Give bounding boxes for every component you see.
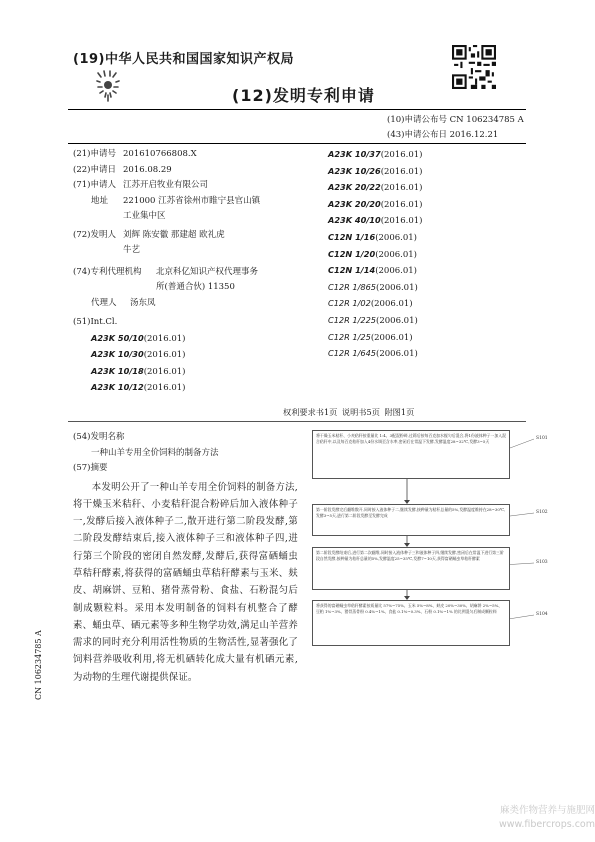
intcl-date: (2016.01) <box>380 183 423 194</box>
intcl-entry <box>328 346 423 363</box>
intcl-code: A23K 10/37 <box>328 149 381 159</box>
address-value: 221000 江苏省徐州市睢宁县官山镇 <box>123 195 261 206</box>
abstract-label: (57)摘要 <box>73 463 108 473</box>
publication-number: (10)申请公布号 CN 106234785 A <box>387 115 524 125</box>
filing-date-value: 2016.08.29 <box>123 164 172 175</box>
flow-step-number: S102 <box>536 510 548 515</box>
intcl-entry <box>328 213 423 230</box>
intcl-code: A23K 40/10 <box>328 215 381 226</box>
intcl-date: (2016.01) <box>380 199 423 210</box>
inventors-value: 刘辉 陈安徽 那建超 欧礼虎 <box>123 229 225 240</box>
intcl-date: (2006.01) <box>376 282 418 293</box>
intcl-date: (2006.01) <box>375 249 417 260</box>
intcl-date: (2006.01) <box>376 349 418 360</box>
intcl-entry <box>328 330 423 347</box>
intcl-entry <box>91 380 308 397</box>
intcl-date: (2016.01) <box>143 333 186 344</box>
intcl-entry <box>91 331 308 348</box>
intcl-entry <box>91 347 308 364</box>
intcl-entry <box>328 197 423 214</box>
inventors-row <box>73 228 308 244</box>
intcl-entry <box>328 296 423 313</box>
document-type: (12)发明专利申请 <box>232 86 375 105</box>
flow-step-number: S104 <box>536 612 548 617</box>
inventors-row-2 <box>73 243 308 259</box>
intcl-code: A23K 10/26 <box>328 165 381 176</box>
flow-step-number: S103 <box>536 560 548 565</box>
intcl-code: C12R 1/225 <box>328 314 377 325</box>
intcl-entry <box>328 230 423 247</box>
intcl-label: (51)Int.Cl. <box>73 317 118 327</box>
intcl-date: (2016.01) <box>143 366 186 377</box>
process-flowchart <box>306 420 546 720</box>
application-number-value: 201610766808.X <box>123 149 197 159</box>
side-publication-code: CN 106234785 A <box>34 630 43 700</box>
intcl-code: A23K 20/20 <box>328 198 381 209</box>
agent-value: 汤东凤 <box>130 297 156 308</box>
patent-office-emblem-icon <box>90 67 126 107</box>
flow-step-s102 <box>312 504 510 536</box>
office-name: (19)中华人民共和国国家知识产权局 <box>73 52 294 67</box>
watermark <box>475 804 595 832</box>
intcl-right-list <box>328 147 423 363</box>
page-count: 权利要求书1页 说明书5页 附图1页 <box>283 407 415 417</box>
intcl-entry <box>328 247 423 264</box>
header-divider <box>68 109 526 110</box>
applicant-label: (71)申请人 <box>73 180 116 190</box>
intcl-date: (2006.01) <box>370 332 413 343</box>
biblio-divider <box>68 143 526 144</box>
flow-step-s101 <box>312 430 510 479</box>
applicant-row <box>73 178 308 194</box>
application-number-row <box>73 147 308 163</box>
publication-date: (43)申请公布日 2016.12.21 <box>387 130 499 140</box>
abstract-text: 本发明公开了一种山羊专用全价饲料的制备方法,将干燥玉米秸秆、小麦秸秆混合粉碎后加入液体种子一,发酵后接入液体种子二,散开进行第二阶段发酵,第二阶段发酵结束后,接入液体种子三和液体种子四,进行第三个阶段的密闭自然发酵,发酵后,获得富硒蛹虫草秸秆酵素,将获得的富硒蛹虫草秸秆酵素与玉米、麸皮、胡麻饼、豆粕、猪骨蒸骨粉、食盐、石粉混匀后制成颗粒料。采用本发明制备的饲料有机整合了酵素、蛹虫草、硒元素等多种生物学功效,满足山羊营养需求的同时充分利用活性物质的生物活性,显著强化了饲料营养吸收利用,将无机硒转化成大量有机硒元素,为动物的生理代谢提供保证。 <box>73 481 298 683</box>
abstract-section <box>73 430 298 686</box>
intcl-entry <box>328 180 423 197</box>
intcl-date: (2006.01) <box>375 232 417 243</box>
agency-label: (74)专利代理机构 <box>73 266 142 277</box>
watermark-line-2: www.fibercrops.com <box>498 819 595 830</box>
flow-step-text: 将获得的富硒蛹虫草秸秆酵素按质量比 57%~75%、玉米 5%~8%、麸皮 20%~30%、胡麻饼 2%~5%、豆粕 1%~3%、猪骨蒸骨粉 0.4%~1%、食盐 0.1%~0.3%、石粉 0.1%~1% 的比例混匀后制成颗粒料 <box>316 603 503 614</box>
intcl-code: C12R 1/865 <box>328 281 377 292</box>
flow-step-text: 第一阶段发酵完后翻堆散开,同时接入液体种子二,继续发酵,接种量为秸秆总量的5%,发酵温度维持在28~30℃,发酵3~5天,进行第二阶段发酵至发酵完成 <box>316 507 506 518</box>
intcl-code: A23K 50/10 <box>91 332 144 343</box>
flow-step-s104 <box>312 600 510 646</box>
agency-value: 北京科亿知识产权代理事务 <box>156 266 259 277</box>
intcl-left-list <box>73 331 308 397</box>
intcl-entry <box>328 164 423 181</box>
address-label: 地址 <box>91 195 109 206</box>
intcl-date: (2016.01) <box>143 383 186 393</box>
intcl-entry <box>328 263 423 280</box>
address-value-2: 工业集中区 <box>123 211 166 221</box>
intcl-date: (2016.01) <box>380 216 423 227</box>
filing-date-label: (22)申请日 <box>73 164 116 175</box>
intcl-code: C12N 1/20 <box>328 248 376 259</box>
flow-step-s103 <box>312 547 510 590</box>
intcl-date: (2006.01) <box>375 266 417 277</box>
intcl-date: (2016.01) <box>380 150 423 160</box>
intcl-code: A23K 10/18 <box>91 365 144 376</box>
intcl-date: (2016.01) <box>380 166 423 177</box>
intcl-code: C12R 1/25 <box>328 331 371 342</box>
agency-row-2 <box>73 280 308 296</box>
inventors-value-2: 牛艺 <box>123 245 141 255</box>
invention-title: 一种山羊专用全价饲料的制备方法 <box>91 447 219 458</box>
address-row-2 <box>73 209 308 225</box>
intcl-code: A23K 10/30 <box>91 349 144 359</box>
title-label: (54)发明名称 <box>73 432 125 442</box>
qr-code-icon <box>452 45 496 89</box>
intcl-entry <box>328 313 423 330</box>
intcl-date: (2006.01) <box>370 299 413 310</box>
flow-step-number: S101 <box>536 436 548 441</box>
intcl-entry <box>328 280 423 297</box>
intcl-code: A23K 20/22 <box>328 182 381 193</box>
application-number-label: (21)申请号 <box>73 149 116 159</box>
intcl-entry <box>328 147 423 164</box>
flow-step-text: 将干燥玉米秸秆、小麦秸秆按重量比 1:4、3配混粉碎,过筛后按每百克加水搅匀后混合,将1份液体种子一加入混合秸秆中,以及每百克秸秆加入4份水调至含水率,密闭后在常温下发酵,发酵温度28~32℃,发酵3~5天 <box>316 433 506 444</box>
agent-row <box>73 296 308 312</box>
intcl-code: C12N 1/16 <box>328 231 376 242</box>
intcl-entry <box>91 364 308 381</box>
intcl-code: C12R 1/02 <box>328 298 371 309</box>
address-row <box>73 194 308 210</box>
inventors-label: (72)发明人 <box>73 229 116 240</box>
intcl-code: C12R 1/645 <box>328 348 377 359</box>
flow-step-text: 第二阶段发酵结束后,进行第二次翻堆,同时接入液体种子三和液体种子四,继续发酵,密闭后在常温下进行第三阶段自然发酵,接种量为秸秆总量的5%,发酵温度25~35℃,发酵7~10天,获得富硒蛹虫草秸秆酵素 <box>316 550 504 561</box>
applicant-value: 江苏开启牧业有限公司 <box>123 180 209 190</box>
filing-date-row <box>73 163 308 179</box>
agency-row <box>73 265 308 281</box>
watermark-line-1: 麻类作物营养与施肥网 <box>499 805 595 816</box>
intcl-code: C12N 1/14 <box>328 265 376 276</box>
intcl-date: (2016.01) <box>143 350 186 360</box>
intcl-code: A23K 10/12 <box>91 382 144 392</box>
agency-value-2: 所(普通合伙) 11350 <box>156 282 235 292</box>
bibliographic-data <box>73 147 308 397</box>
intcl-date: (2006.01) <box>376 315 418 326</box>
agent-label: 代理人 <box>91 297 117 308</box>
